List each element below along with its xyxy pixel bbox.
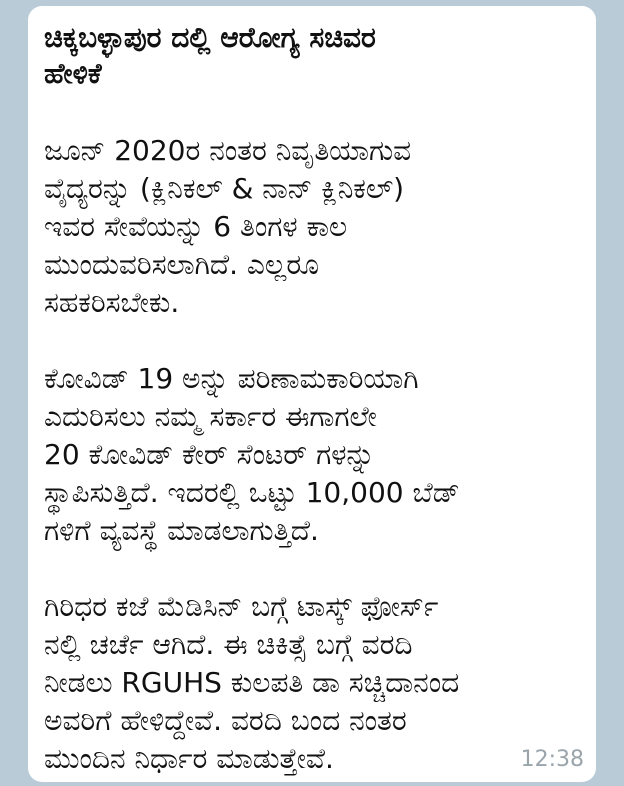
text-line: ಗಳಿಗೆ ವ್ಯವಸ್ಥೆ ಮಾಡಲಾಗುತ್ತಿದೆ. [44, 514, 319, 547]
text-line: ಸ್ಥಾಪಿಸುತ್ತಿದೆ. ಇದರಲ್ಲಿ ಒಟ್ಟು 10,000 ಬೆಡ್ [44, 476, 460, 509]
text-line: ನೀಡಲು RGUHS ಕುಲಪತಿ ಡಾ ಸಚ್ಚಿದಾನಂದ [44, 666, 460, 699]
text-line: ಇವರ ಸೇವೆಯನ್ನು 6 ತಿಂಗಳ ಕಾಲ [44, 210, 348, 243]
message-paragraph [44, 132, 582, 322]
text-line: ಸಹಕರಿಸಬೇಕು. [44, 286, 180, 319]
title-line: ಹೇಳಿಕೆ [44, 57, 102, 90]
text-line: ಎದುರಿಸಲು ನಮ್ಮ ಸರ್ಕಾರ ಈಗಾಗಲೇ [44, 400, 377, 433]
text-line: 20 ಕೋವಿಡ್ ಕೇರ್ ಸೆಂಟರ್ ಗಳನ್ನು [44, 438, 375, 471]
message-timestamp: 12:38 [520, 747, 584, 772]
message-bubble[interactable] [28, 6, 596, 782]
message-title [44, 20, 582, 92]
text-line: ನಲ್ಲಿ ಚರ್ಚೆ ಆಗಿದೆ. ಈ ಚಿಕಿತ್ಸೆ ಬಗ್ಗೆ ವರದಿ [44, 628, 413, 661]
text-line: ಜೂನ್ 2020ರ ನಂತರ ನಿವೃತಿಯಾಗುವ [44, 134, 412, 167]
text-line: ಮುಂದುವರಿಸಲಾಗಿದೆ. ಎಲ್ಲರೂ [44, 248, 320, 281]
text-line: ವೈದ್ಯರನ್ನು (ಕ್ಲಿನಿಕಲ್ & ನಾನ್ ಕ್ಲಿನಿಕಲ್) [44, 172, 405, 205]
text-line: ಕೋವಿಡ್ 19 ಅನ್ನು ಪರಿಣಾಮಕಾರಿಯಾಗಿ [44, 362, 419, 395]
text-line: ಅವರಿಗೆ ಹೇಳಿದ್ದೇವೆ. ವರದಿ ಬಂದ ನಂತರ [44, 704, 407, 737]
title-line: ಚಿಕ್ಕಬಳ್ಳಾಪುರ ದಲ್ಲಿ ಆರೋಗ್ಯ ಸಚಿವರ [44, 21, 376, 54]
message-paragraph [44, 360, 582, 550]
text-line: ಮುಂದಿನ ನಿರ್ಧಾರ ಮಾಡುತ್ತೇವೆ. [44, 742, 334, 775]
text-line: ಗಿರಿಧರ ಕಜೆ ಮೆಡಿಸಿನ್ ಬಗ್ಗೆ ಟಾಸ್ಕ್ ಫೋರ್ಸ್ [44, 590, 439, 623]
message-paragraph [44, 588, 582, 778]
